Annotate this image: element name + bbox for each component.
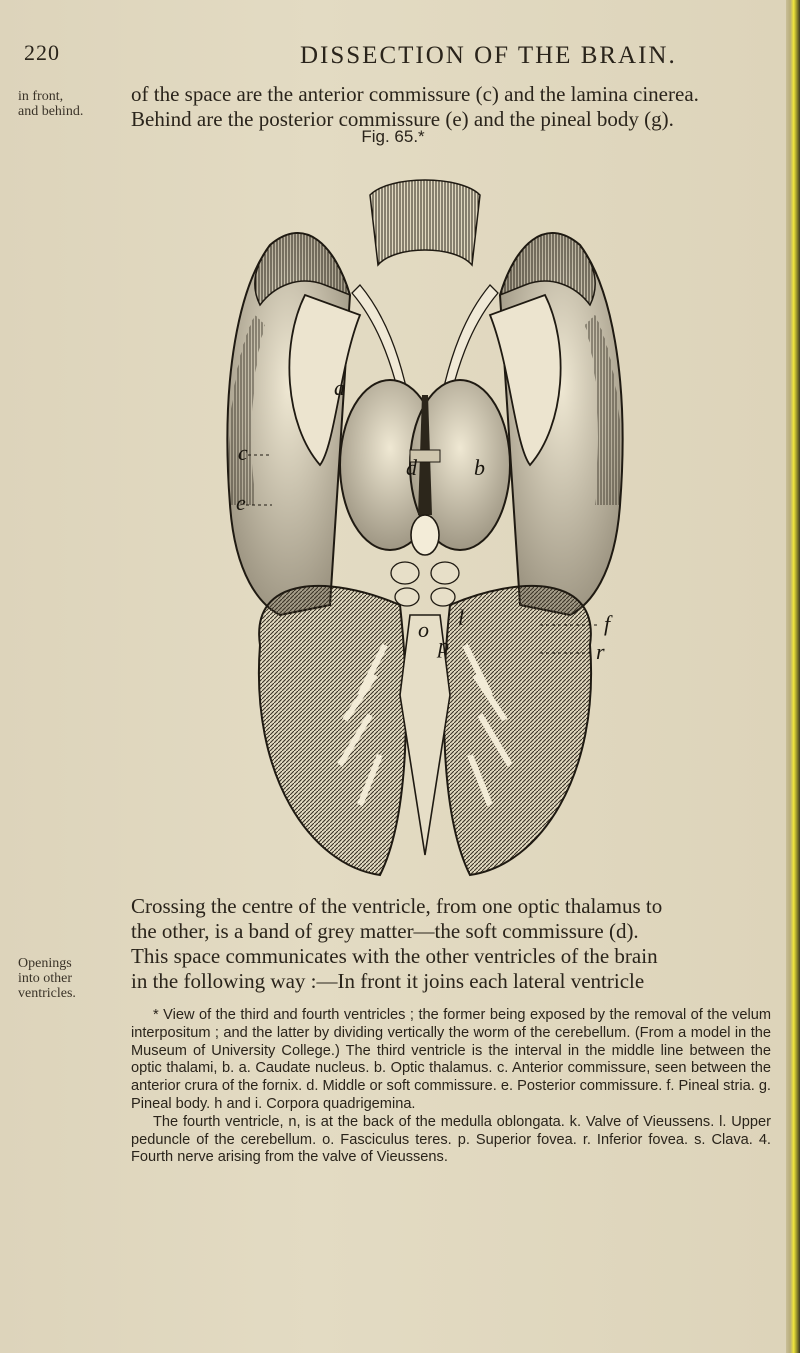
- body-line: This space communicates with the other ventricles of the brain: [131, 944, 658, 968]
- label-l: l: [458, 605, 465, 630]
- body-line: the other, is a band of grey matter—the soft commissure (d).: [131, 919, 639, 943]
- label-p: p: [438, 633, 449, 658]
- corpus-quadrigeminum-lower-right: [431, 588, 455, 606]
- frontal-cortex-top: [370, 180, 480, 265]
- body-line: in the following way :—In front it joins each lateral ventricle: [131, 969, 645, 993]
- label-a: a: [334, 375, 345, 400]
- corpus-quadrigeminum-upper-right: [431, 562, 459, 584]
- label-c: c: [238, 440, 248, 465]
- cerebellum-right: [444, 586, 591, 875]
- margin-note-openings: [18, 956, 76, 1001]
- intro-line: Behind are the posterior commissure (e) and the pineal body (g).: [131, 107, 674, 131]
- brain-illustration: [210, 175, 640, 890]
- margin-note-in-front: [18, 89, 83, 119]
- margin-note-line: and behind.: [18, 104, 84, 119]
- label-d: d: [406, 455, 417, 480]
- running-title: DISSECTION OF THE BRAIN.: [300, 42, 677, 69]
- pineal-body: [411, 515, 439, 555]
- corpus-quadrigeminum-upper-left: [391, 562, 419, 584]
- label-b: b: [474, 455, 485, 480]
- page-number: 220: [24, 40, 60, 65]
- footnote-paragraph: The fourth ventricle, n, is at the back of the medulla oblongata. k. Valve of Vieussens. l. Upper peduncle of the cerebellum. o. Fasciculus teres. p. Superior fovea. r. Inferior fovea. s. Clava. 4. Fourth nerve arising from the valve of Vieussens.: [131, 1113, 771, 1166]
- page-edge: [786, 0, 800, 1353]
- label-e: e: [236, 490, 246, 515]
- cerebellum-left: [259, 586, 406, 875]
- footnote-paragraph: * View of the third and fourth ventricles ; the former being exposed by the removal of the velum interpositum ; and the latter by dividing vertically the worm of the cerebellum. (From a model in the Museum of University College.) The third ventricle is the interval in the middle line between the optic thalami, b. a. Caudate nucleus. b. Optic thalamus. c. Anterior commissure, seen between the anterior crura of the fornix. d. Middle or soft commissure. e. Posterior commissure. f. Pineal stria. g. Pineal body. h and i. Corpora quadrigemina.: [131, 1007, 771, 1112]
- label-f: f: [604, 611, 611, 636]
- margin-note-line: ventricles.: [18, 986, 76, 1001]
- body-line: Crossing the centre of the ventricle, from one optic thalamus to: [131, 894, 663, 918]
- margin-note-line: into other: [18, 971, 73, 986]
- figure-footnote: [131, 1007, 771, 1167]
- margin-note-line: in front,: [18, 89, 64, 104]
- intro-line: of the space are the anterior commissure (c) and the lamina cinerea.: [131, 82, 699, 106]
- margin-note-line: Openings: [18, 956, 72, 971]
- label-r: r: [596, 639, 605, 664]
- corpus-quadrigeminum-lower-left: [395, 588, 419, 606]
- figure-caption: Fig. 65.*: [361, 127, 425, 146]
- label-o: o: [418, 617, 429, 642]
